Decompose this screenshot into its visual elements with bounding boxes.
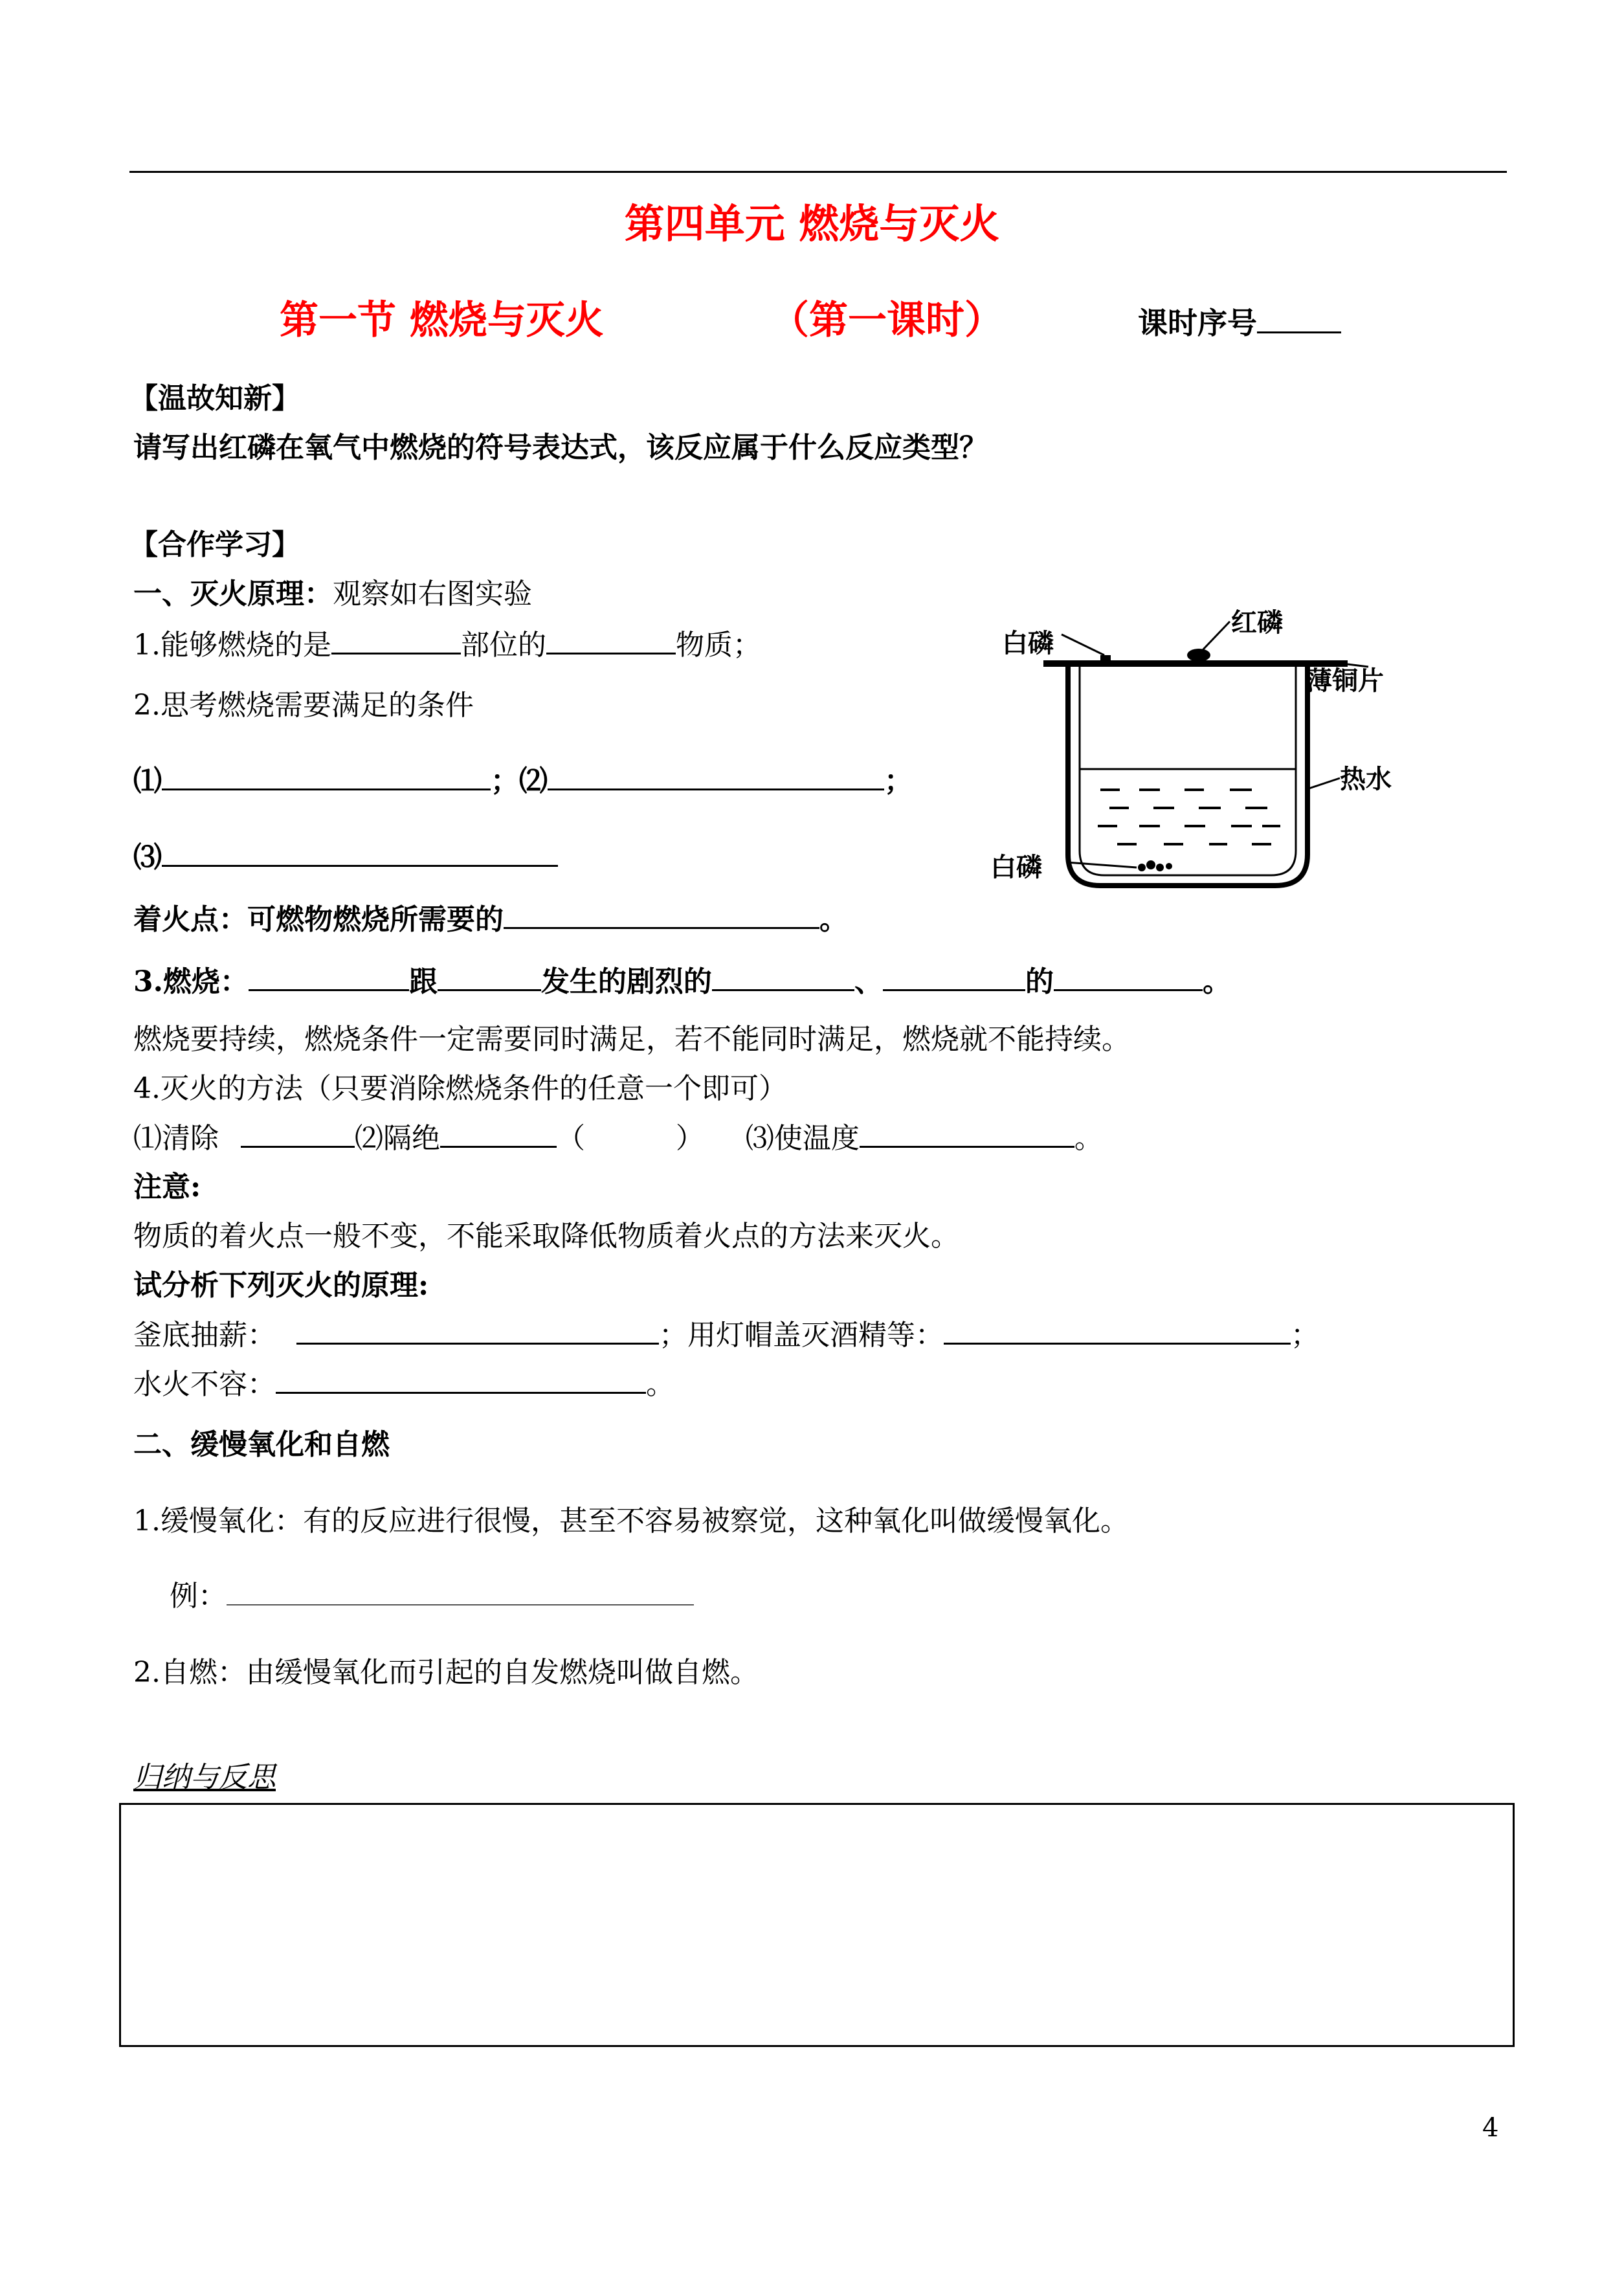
label-white-phosphorus-bottom: 白磷 <box>990 853 1042 882</box>
white-phosphorus-bottom <box>1138 860 1172 871</box>
top-rule <box>129 171 1507 173</box>
method-3-blank[interactable] <box>860 1120 1074 1148</box>
reflection-box[interactable] <box>119 1803 1515 2047</box>
q1-blank-substance[interactable] <box>546 627 676 654</box>
condition-1-blank[interactable] <box>162 763 491 790</box>
reflection-heading: 归纳与反思 <box>133 1761 276 1794</box>
example-1-blank[interactable] <box>296 1317 659 1345</box>
review-question: 请写出红磷在氧气中燃烧的符号表达式，该反应属于什么反应类型？ <box>133 431 988 464</box>
serial-number-blank[interactable] <box>1257 306 1341 333</box>
part2-title: 二、缓慢氧化和自燃 <box>133 1428 390 1461</box>
q3-blank-1[interactable] <box>249 963 409 991</box>
q3-blank-2[interactable] <box>438 963 541 991</box>
q3-blank-5[interactable] <box>1054 963 1203 991</box>
condition-3-blank[interactable] <box>162 839 558 867</box>
white-phosphorus-top <box>1100 655 1111 662</box>
ignition-point-blank[interactable] <box>504 901 819 929</box>
examples-line-1: 釜底抽薪： ；用灯帽盖灭酒精等： ； <box>133 1317 1319 1354</box>
review-heading: 【温故知新】 <box>129 382 300 415</box>
sustain-text: 燃烧要持续，燃烧条件一定需要同时满足，若不能同时满足，燃烧就不能持续。 <box>133 1023 1130 1056</box>
condition-2-blank[interactable] <box>548 763 884 790</box>
q2-line: 2.思考燃烧需要满足的条件 <box>133 689 474 722</box>
q3-combustion-line: 3.燃烧： 跟 发生的剧烈的 、 的 。 <box>133 963 1231 1000</box>
red-phosphorus <box>1187 649 1210 662</box>
hot-water-dashes <box>1098 790 1280 844</box>
ignition-point-line: 着火点：可燃物燃烧所需要的 。 <box>133 901 848 938</box>
label-red-phosphorus: 红磷 <box>1231 608 1283 638</box>
label-copper-sheet: 薄铜片 <box>1306 666 1384 696</box>
examples-line-2: 水火不容： 。 <box>133 1366 674 1403</box>
spontaneous-combustion-definition: 2.自燃：由缓慢氧化而引起的自发燃烧叫做自燃。 <box>133 1656 759 1689</box>
example-line: 例： <box>170 1578 694 1615</box>
serial-number-label: 课时序号 <box>1138 304 1341 342</box>
example-2-blank[interactable] <box>944 1317 1291 1345</box>
example-blank[interactable] <box>227 1581 694 1605</box>
method-1-blank[interactable] <box>241 1120 355 1148</box>
page-title: 第四单元 燃烧与灭火 <box>624 200 1000 247</box>
conditions-line-2: ⑶ <box>133 839 558 876</box>
slow-oxidation-definition: 1.缓慢氧化：有的反应进行很慢，甚至不容易被察觉，这种氧化叫做缓慢氧化。 <box>133 1504 1129 1538</box>
q4-line: 4.灭火的方法（只要消除燃烧条件的任意一个即可） <box>133 1072 787 1105</box>
q1-line: 1.能够燃烧的是 部位的 物质； <box>133 627 761 664</box>
label-hot-water: 热水 <box>1340 765 1392 794</box>
q1-blank-part[interactable] <box>331 627 461 654</box>
lesson-label: （第一课时） <box>770 298 1003 343</box>
coop-heading: 【合作学习】 <box>129 528 300 561</box>
section-title: 第一节 燃烧与灭火 <box>280 298 604 343</box>
beaker <box>1068 667 1307 886</box>
label-white-phosphorus-top: 白磷 <box>1002 629 1054 658</box>
page-number: 4 <box>1482 2113 1499 2143</box>
methods-line: ⑴清除 ⑵隔绝 （ ） ⑶使温度 。 <box>133 1120 1103 1157</box>
note-text: 物质的着火点一般不变，不能采取降低物质着火点的方法来灭火。 <box>133 1220 959 1253</box>
example-3-blank[interactable] <box>276 1366 646 1394</box>
q3-blank-3[interactable] <box>712 963 854 991</box>
conditions-line-1: ⑴ ；⑵ ； <box>133 763 913 800</box>
method-2-blank[interactable] <box>440 1120 557 1148</box>
combustion-experiment-figure <box>990 583 1405 893</box>
analyze-heading: 试分析下列灭火的原理: <box>133 1269 429 1302</box>
note-heading: 注意: <box>133 1170 201 1203</box>
part1-title-line: 一、灭火原理：观察如右图实验 <box>133 577 532 610</box>
q3-blank-4[interactable] <box>883 963 1025 991</box>
